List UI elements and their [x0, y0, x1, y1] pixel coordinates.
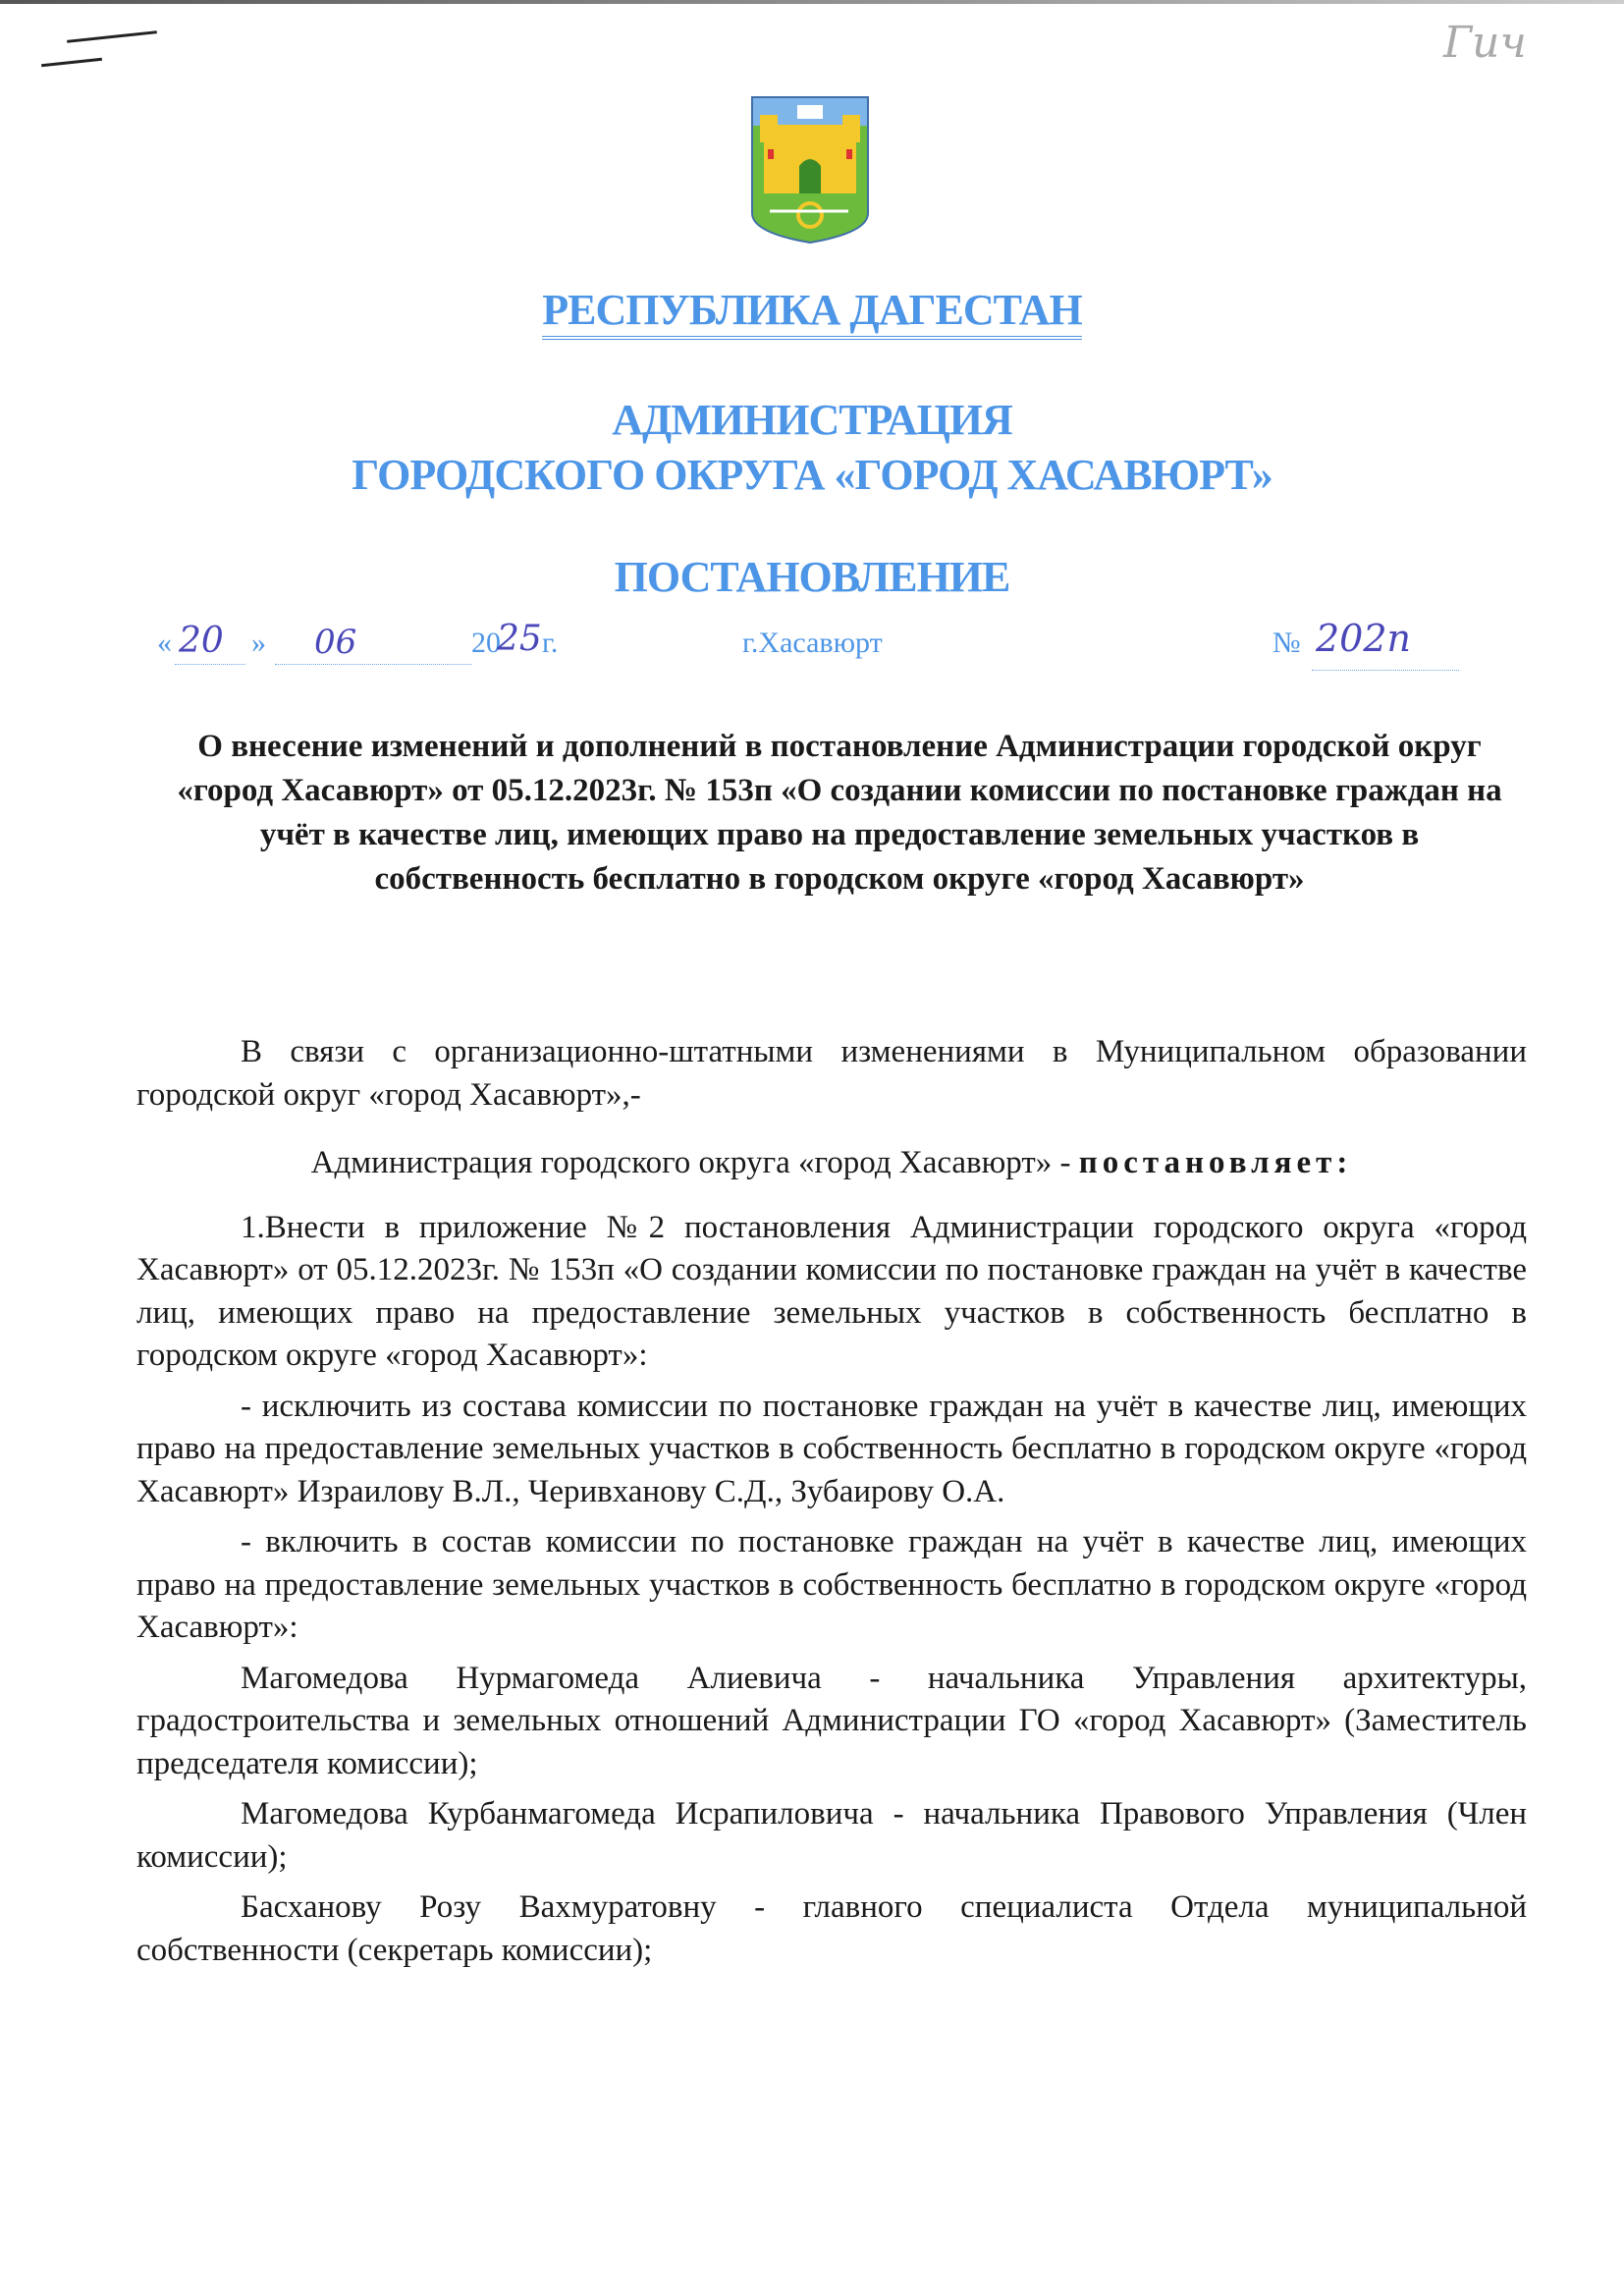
year-prefix: 20	[471, 627, 501, 659]
administration-line1: АДМИНИСТРАЦИЯ	[612, 396, 1012, 444]
pen-mark	[67, 30, 157, 43]
resolves-paragraph	[136, 1142, 1527, 1185]
date-line	[157, 617, 1463, 670]
resolves-prefix: Администрация городского округа «город Хасавюрт» -	[310, 1145, 1079, 1180]
date-day: 20	[179, 621, 224, 661]
month-underline	[275, 664, 471, 665]
intro-paragraph: В связи с организационно-штатными изменениями в Муниципальном образовании городской округ «город Хасавюрт»,-	[136, 1034, 1527, 1113]
republic-text: РЕСПУБЛИКА ДАГЕСТАН	[542, 286, 1082, 340]
member-1: Магомедова Нурмагомеда Алиевича - начальника Управления архитектуры, градостроительства и земельных отношений Администрации ГО «город Хасавюрт» (Заместитель председателя комиссии);	[136, 1660, 1527, 1781]
quote-close: »	[251, 627, 266, 659]
member-2: Магомедова Курбанмагомеда Исрапиловича - начальника Правового Управления (Член комиссии);	[136, 1796, 1527, 1875]
pen-mark	[41, 58, 102, 67]
republic-heading	[0, 285, 1624, 335]
scan-edge	[0, 0, 1624, 4]
administration-line2: ГОРОДСКОГО ОКРУГА «ГОРОД ХАСАВЮРТ»	[352, 451, 1272, 499]
exclude-paragraph: - исключить из состава комиссии по постановке граждан на учёт в качестве лиц, имеющих право на предоставление земельных участков в собственность бесплатно в городском округе «город Хасавюрт» Израилову В.Л., Черивханову С.Д., Зубаирову О.А.	[136, 1388, 1527, 1509]
year-suffix: 25	[497, 619, 542, 659]
handwritten-note: Гич	[1443, 18, 1527, 68]
document-title: О внесение изменений и дополнений в постановление Администрации городской округ «город Хасавюрт» от 05.12.2023г. № 153п «О создании комиссии по постановке граждан на учёт в качестве лиц, имеющих право на предоставление земельных участков в собственность бесплатно в городском округе «город Хасавюрт»	[177, 729, 1502, 897]
number-sign: №	[1272, 627, 1301, 659]
city: г.Хасавюрт	[742, 627, 883, 659]
quote-open: «	[157, 627, 172, 659]
item-1: 1.Внести в приложение №2 постановления Администрации городского округа «город Хасавюрт» от 05.12.2023г. № 153п «О создании комиссии по постановке граждан на учёт в качестве лиц, имеющих право на предоставление земельных участков в собственность бесплатно в городском округе «город Хасавюрт»:	[136, 1209, 1527, 1373]
include-paragraph: - включить в состав комиссии по постановке граждан на учёт в качестве лиц, имеющих право на предоставление земельных участков в собственность бесплатно в городском округе «город Хасавюрт»:	[136, 1524, 1527, 1645]
resolves-word: постановляет:	[1078, 1145, 1353, 1180]
document-body	[136, 1031, 1527, 1972]
day-underline	[175, 664, 245, 665]
member-3: Басханову Розу Вахмуратовну - главного специалиста Отдела муниципальной собственности (секретарь комиссии);	[136, 1889, 1527, 1968]
city-coat-of-arms	[750, 95, 870, 245]
number-underline	[1312, 670, 1459, 671]
administration-heading	[0, 393, 1624, 503]
document-type: ПОСТАНОВЛЕНИЕ	[614, 553, 1010, 601]
document-number: 202п	[1316, 617, 1412, 660]
year-end: г.	[542, 627, 559, 659]
date-month: 06	[314, 623, 357, 662]
